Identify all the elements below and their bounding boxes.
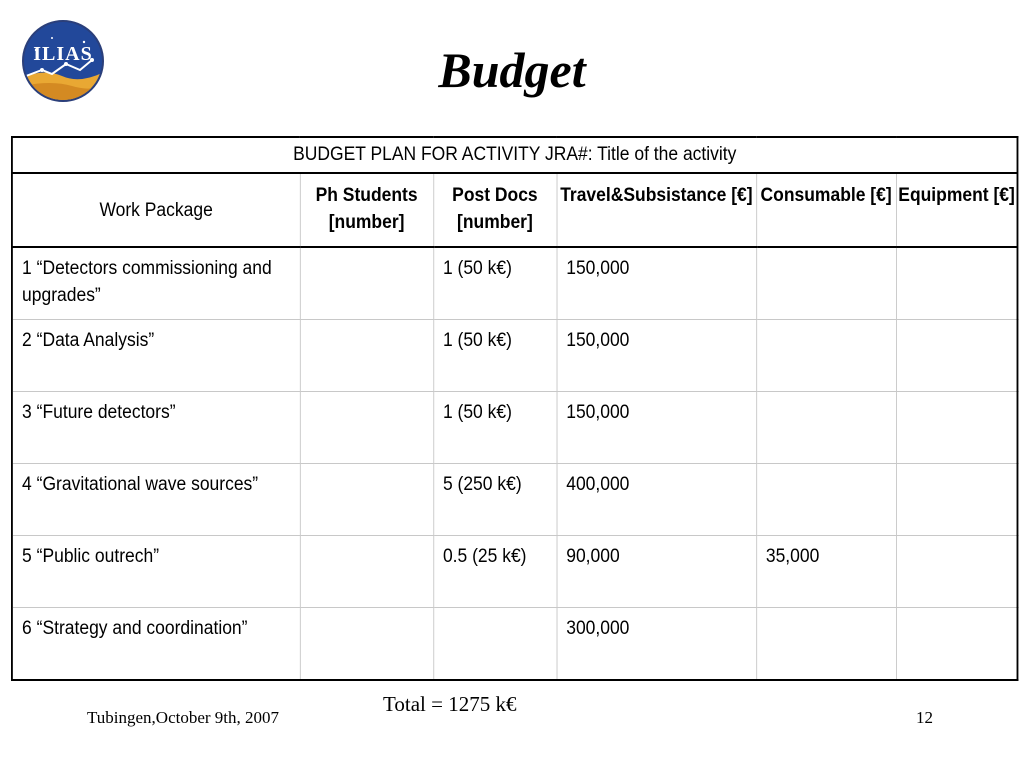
slide-title: Budget: [438, 42, 586, 98]
travel-cell: 150,000: [557, 247, 757, 320]
column-header-post-docs: Post Docs [number]: [433, 173, 556, 247]
column-header-work-package: Work Package: [12, 173, 300, 247]
equipment-cell: [896, 392, 1018, 464]
work-package-cell: 1 “Detectors commissioning and upgrades”: [12, 247, 300, 320]
table-caption-row: [12, 137, 1018, 173]
table-row: [12, 320, 1018, 392]
page-number: 12: [916, 708, 933, 727]
table-row: [12, 536, 1018, 608]
consumable-cell: [756, 608, 896, 681]
post-docs-cell: 1 (50 k€): [433, 247, 556, 320]
table-row: [12, 247, 1018, 320]
ph-students-cell: [300, 392, 433, 464]
travel-cell: 150,000: [557, 392, 757, 464]
table-header-row: [12, 173, 1018, 247]
column-header-travel: Travel&Subsistance [€]: [557, 173, 757, 247]
post-docs-cell: 1 (50 k€): [433, 392, 556, 464]
ph-students-cell: [300, 536, 433, 608]
footer-location-date: Tubingen,October 9th, 2007: [87, 708, 280, 727]
post-docs-cell: [433, 608, 556, 681]
logo-text: ILIAS: [33, 43, 93, 65]
equipment-cell: [896, 320, 1018, 392]
work-package-cell: 6 “Strategy and coordination”: [12, 608, 300, 681]
consumable-cell: [756, 247, 896, 320]
equipment-cell: [896, 464, 1018, 536]
travel-cell: 90,000: [557, 536, 757, 608]
consumable-cell: [756, 392, 896, 464]
budget-total: Total = 1275 k€: [383, 692, 517, 716]
budget-table: [11, 136, 1018, 681]
consumable-cell: 35,000: [756, 536, 896, 608]
equipment-cell: [896, 247, 1018, 320]
consumable-cell: [756, 320, 896, 392]
work-package-cell: 5 “Public outrech”: [12, 536, 300, 608]
column-header-equipment: Equipment [€]: [896, 173, 1018, 247]
consumable-cell: [756, 464, 896, 536]
column-header-ph-students: Ph Students [number]: [300, 173, 433, 247]
column-header-consumable: Consumable [€]: [756, 173, 896, 247]
work-package-cell: 3 “Future detectors”: [12, 392, 300, 464]
travel-cell: 150,000: [557, 320, 757, 392]
equipment-cell: [896, 608, 1018, 681]
table-row: [12, 392, 1018, 464]
travel-cell: 400,000: [557, 464, 757, 536]
table-row: [12, 608, 1018, 681]
ph-students-cell: [300, 608, 433, 681]
travel-cell: 300,000: [557, 608, 757, 681]
work-package-cell: 2 “Data Analysis”: [12, 320, 300, 392]
table-row: [12, 464, 1018, 536]
ph-students-cell: [300, 320, 433, 392]
post-docs-cell: 0.5 (25 k€): [433, 536, 556, 608]
ph-students-cell: [300, 464, 433, 536]
work-package-cell: 4 “Gravitational wave sources”: [12, 464, 300, 536]
post-docs-cell: 5 (250 k€): [433, 464, 556, 536]
equipment-cell: [896, 536, 1018, 608]
post-docs-cell: 1 (50 k€): [433, 320, 556, 392]
table-caption: BUDGET PLAN FOR ACTIVITY JRA#: Title of the activity: [12, 137, 1018, 173]
ph-students-cell: [300, 247, 433, 320]
